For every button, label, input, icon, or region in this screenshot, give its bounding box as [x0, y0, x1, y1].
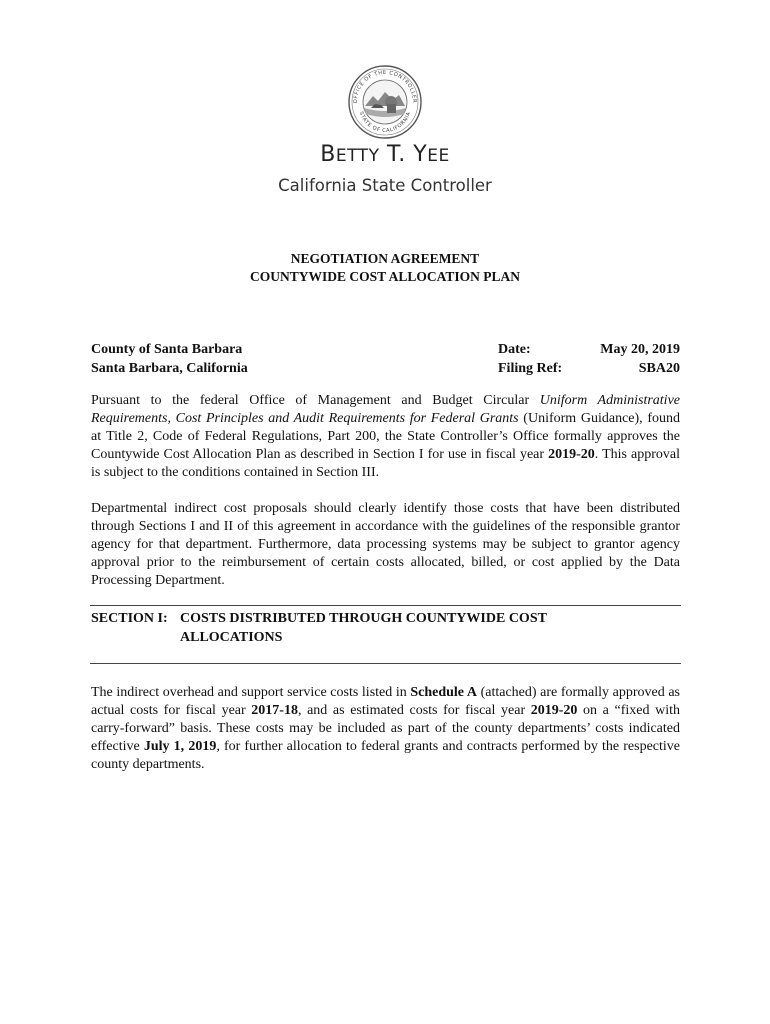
section-top-rule	[90, 605, 681, 606]
paragraph-schedule-a: The indirect overhead and support service costs listed in Schedule A (attached) are formally approved as actual costs for fiscal year 2017-18, and as estimated costs for fiscal year 2019-20 on a “fixed with carry-forward” basis. These costs may be included as part of the county departments’ costs indicated effective July 1, 2019, for further allocation to federal grants and contracts performed by the respective county departments.	[91, 685, 680, 772]
date-label: Date:	[498, 342, 531, 357]
meta-labels	[498, 340, 562, 378]
filing-ref-label: Filing Ref:	[498, 361, 563, 376]
paragraph-authority: Pursuant to the federal Office of Management and Budget Circular Uniform Administrative Requirements, Cost Principles and Audit Requirements for Federal Grants (Uniform Guidance), found at Title 2, Code of Federal Regulations, Part 200, the State Controller’s Office formally approves the Countywide Cost Allocation Plan as described in Section I for use in fiscal year 2019-20. This approval is subject to the conditions contained in Section III.	[91, 393, 680, 480]
document-title-line1: NEGOTIATION AGREEMENT	[290, 251, 480, 266]
official-title: California State Controller	[278, 176, 492, 195]
date-value: May 20, 2019	[600, 342, 680, 357]
official-name: BETTY T. YEE	[320, 142, 450, 167]
seal-text-bottom: STATE OF CALIFORNIA	[357, 110, 413, 135]
section-bottom-rule	[90, 663, 681, 664]
filing-ref-value: SBA20	[638, 361, 680, 376]
seal-text-top: OFFICE OF THE CONTROLLER	[352, 69, 418, 104]
section-1-label: SECTION I:	[91, 611, 168, 626]
california-state-controller-seal-icon	[347, 64, 423, 140]
document-title	[0, 250, 770, 286]
paragraph-departmental: Departmental indirect cost proposals should clearly identify those costs that have been distributed through Sections I and II of this agreement in accordance with the guidelines of the responsible grantor agency for that department. Furthermore, data processing systems may be subject to grantor agency approval prior to the reimbursement of certain costs allocated, billed, or cost applied by the Data Processing Department.	[91, 501, 680, 588]
county-block	[91, 340, 248, 378]
meta-values	[560, 340, 680, 378]
document-title-line2: COUNTYWIDE COST ALLOCATION PLAN	[250, 269, 520, 284]
county-location: Santa Barbara, California	[91, 361, 248, 376]
section-1-title: COSTS DISTRIBUTED THROUGH COUNTYWIDE COST ALLOCATIONS	[180, 611, 547, 645]
section-1-heading	[91, 609, 680, 647]
county-name: County of Santa Barbara	[91, 342, 243, 357]
